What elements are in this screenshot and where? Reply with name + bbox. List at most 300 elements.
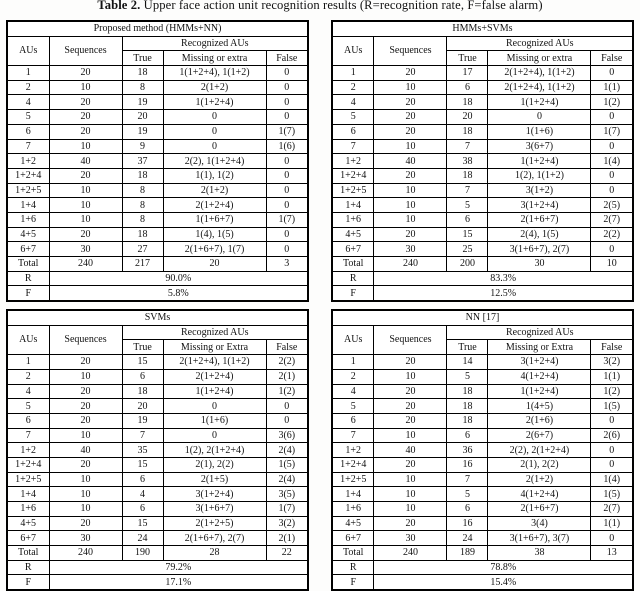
r-value: 83.3% (374, 271, 633, 286)
cell: 1+6 (7, 502, 49, 517)
cell: 7 (447, 139, 488, 154)
cell: 40 (49, 154, 122, 169)
cell: 2(7) (591, 502, 633, 517)
f-value: 15.4% (374, 575, 633, 590)
cell: 1 (7, 355, 49, 370)
cell: 0 (591, 183, 633, 198)
f-value: 12.5% (374, 286, 633, 301)
cell: 1(5) (266, 457, 308, 472)
cell: 2(1+6+7) (488, 502, 591, 517)
cell: 0 (591, 457, 633, 472)
cell: 0 (591, 168, 633, 183)
table-row (332, 443, 633, 458)
table-row (7, 384, 308, 399)
cell: 1(2), 1(1+2) (488, 168, 591, 183)
cell: 8 (122, 198, 163, 213)
cell: 36 (447, 443, 488, 458)
false-alarm-row (332, 286, 633, 301)
table-title-row (332, 21, 633, 36)
table-proposed-method (6, 20, 309, 302)
table-row (332, 80, 633, 95)
r-value: 78.8% (374, 560, 633, 575)
cell: 1(1) (591, 516, 633, 531)
cell: 10 (374, 369, 447, 384)
cell: 19 (122, 413, 163, 428)
cell: 1(4+5) (488, 399, 591, 414)
col-header-sequences: Sequences (374, 36, 447, 65)
col-header-sequences: Sequences (49, 36, 122, 65)
cell: 3(6+7) (488, 139, 591, 154)
col-header-recognized: Recognized AUs (447, 36, 633, 51)
total-row (7, 546, 308, 561)
cell: 2(4), 1(5) (488, 227, 591, 242)
cell: 2(1+6+7), 2(7) (163, 531, 266, 546)
cell: 2 (332, 369, 374, 384)
cell: 1(1+2+4) (488, 95, 591, 110)
cell: 2(1+2) (163, 80, 266, 95)
cell: 1(1+2+4) (163, 384, 266, 399)
cell: 1 (7, 66, 49, 81)
cell: 4 (332, 95, 374, 110)
table-row (7, 110, 308, 125)
cell: 1(7) (266, 212, 308, 227)
cell: 1+2+4 (332, 457, 374, 472)
cell: 1(4) (591, 154, 633, 169)
f-label: F (332, 575, 374, 590)
cell: 20 (374, 124, 447, 139)
cell: 2(4) (266, 472, 308, 487)
cell: 27 (122, 242, 163, 257)
r-label: R (332, 271, 374, 286)
table-row (7, 183, 308, 198)
cell: 2(1+6) (488, 413, 591, 428)
cell: 2(1) (266, 531, 308, 546)
cell: 20 (374, 110, 447, 125)
cell: 6 (447, 502, 488, 517)
col-header-missing: Missing or Extra (163, 340, 266, 355)
table-row (7, 212, 308, 227)
table-row (7, 154, 308, 169)
recognition-rate-row (332, 560, 633, 575)
cell: 0 (266, 399, 308, 414)
cell: 3(1+6+7) (163, 502, 266, 517)
cell: 2(2) (591, 227, 633, 242)
cell: 2(1+2+4) (163, 198, 266, 213)
cell: 10 (374, 139, 447, 154)
cell: 19 (122, 95, 163, 110)
cell: 6+7 (332, 531, 374, 546)
cell: 7 (7, 428, 49, 443)
cell: 18 (447, 399, 488, 414)
cell: 4+5 (332, 516, 374, 531)
cell: 2(5) (591, 198, 633, 213)
cell: 189 (447, 546, 488, 561)
header-row (7, 325, 308, 340)
col-header-true: True (447, 51, 488, 66)
table-row (332, 95, 633, 110)
cell: 5 (7, 110, 49, 125)
col-header-true: True (122, 51, 163, 66)
cell: 20 (374, 66, 447, 81)
cell: 1+4 (332, 198, 374, 213)
header-row (332, 325, 633, 340)
cell: 3(1+2) (488, 183, 591, 198)
cell: 1+2+4 (7, 457, 49, 472)
cell: 2(1+6+7), 1(7) (163, 242, 266, 257)
col-header-recognized: Recognized AUs (122, 36, 308, 51)
cell: 200 (447, 257, 488, 272)
col-header-recognized: Recognized AUs (122, 325, 308, 340)
cell: 0 (266, 110, 308, 125)
total-row (7, 257, 308, 272)
cell: 1(5) (591, 399, 633, 414)
f-label: F (7, 286, 49, 301)
cell: 3(5) (266, 487, 308, 502)
cell: 15 (447, 227, 488, 242)
cell: 1(1+2+4) (488, 154, 591, 169)
cell: 1+2+5 (7, 183, 49, 198)
table-row (7, 66, 308, 81)
cell: 1(1+6+7) (163, 212, 266, 227)
col-header-true: True (447, 340, 488, 355)
cell: 1+4 (332, 487, 374, 502)
cell: 24 (122, 531, 163, 546)
cell: 6 (447, 428, 488, 443)
cell: 2(1+2) (163, 183, 266, 198)
cell: 15 (122, 457, 163, 472)
cell: 2(1+2+4), 1(1+2) (488, 80, 591, 95)
cell: Total (332, 546, 374, 561)
cell: 0 (266, 183, 308, 198)
cell: 1(7) (266, 124, 308, 139)
recognition-rate-row (7, 271, 308, 286)
cell: 1(4) (591, 472, 633, 487)
cell: 0 (266, 95, 308, 110)
cell: 0 (488, 110, 591, 125)
cell: 20 (49, 124, 122, 139)
cell: 1+6 (332, 212, 374, 227)
table-row (332, 168, 633, 183)
table-row (332, 212, 633, 227)
cell: 2(4) (266, 443, 308, 458)
cell: 1+2 (7, 443, 49, 458)
cell: 30 (374, 242, 447, 257)
cell: 40 (374, 443, 447, 458)
cell: 0 (591, 413, 633, 428)
cell: 6 (332, 124, 374, 139)
cell: 20 (122, 399, 163, 414)
table-row (332, 110, 633, 125)
cell: 0 (266, 80, 308, 95)
cell: 5 (7, 399, 49, 414)
cell: 10 (374, 183, 447, 198)
table-row (332, 183, 633, 198)
cell: 10 (374, 198, 447, 213)
cell: 2(6+7) (488, 428, 591, 443)
cell: 2(1+2) (488, 472, 591, 487)
cell: 20 (374, 355, 447, 370)
cell: 20 (374, 399, 447, 414)
total-row (332, 546, 633, 561)
cell: 20 (374, 227, 447, 242)
cell: 3(1+6+7), 3(7) (488, 531, 591, 546)
cell: 1(1+2+4) (163, 95, 266, 110)
cell: 7 (332, 428, 374, 443)
cell: 0 (163, 110, 266, 125)
cell: 1(1+2+4) (488, 384, 591, 399)
cell: 0 (591, 443, 633, 458)
table-caption (0, 0, 640, 13)
cell: 3(1+2+4) (163, 487, 266, 502)
total-row (332, 257, 633, 272)
cell: 20 (374, 516, 447, 531)
cell: 1(7) (591, 124, 633, 139)
cell: 10 (49, 80, 122, 95)
cell: 6+7 (7, 242, 49, 257)
cell: 0 (163, 124, 266, 139)
cell: 18 (122, 168, 163, 183)
cell: 7 (122, 428, 163, 443)
cell: 9 (122, 139, 163, 154)
cell: 5 (447, 487, 488, 502)
cell: 2(1) (266, 369, 308, 384)
table-row (7, 124, 308, 139)
tables-grid (0, 20, 640, 591)
cell: 10 (49, 487, 122, 502)
table-row (332, 457, 633, 472)
table-row (7, 516, 308, 531)
table-svms (6, 309, 309, 591)
cell: Total (332, 257, 374, 272)
cell: 1(4), 1(5) (163, 227, 266, 242)
table-title: HMMs+SVMs (332, 21, 633, 36)
recognition-rate-row (7, 560, 308, 575)
cell: 28 (163, 546, 266, 561)
table-row (332, 413, 633, 428)
cell: 1(7) (266, 502, 308, 517)
table-nn (331, 309, 634, 591)
table-row (332, 384, 633, 399)
cell: 38 (447, 154, 488, 169)
r-value: 79.2% (49, 560, 308, 575)
cell: 1(1+6) (488, 124, 591, 139)
cell: 6 (122, 369, 163, 384)
cell: 2(1+5) (163, 472, 266, 487)
cell: 0 (266, 227, 308, 242)
cell: 38 (488, 546, 591, 561)
table-row (7, 443, 308, 458)
cell: 35 (122, 443, 163, 458)
cell: 6 (447, 212, 488, 227)
f-value: 17.1% (49, 575, 308, 590)
f-label: F (332, 286, 374, 301)
cell: Total (7, 257, 49, 272)
cell: 10 (49, 428, 122, 443)
cell: 37 (122, 154, 163, 169)
cell: 10 (49, 139, 122, 154)
table-hmms-svms (331, 20, 634, 302)
cell: 0 (266, 198, 308, 213)
cell: 1+4 (7, 198, 49, 213)
col-header-sequences: Sequences (49, 325, 122, 354)
cell: 10 (49, 472, 122, 487)
cell: 10 (591, 257, 633, 272)
cell: 4(1+2+4) (488, 487, 591, 502)
cell: 240 (49, 257, 122, 272)
table-row (332, 139, 633, 154)
table-title: Proposed method (HMMs+NN) (7, 21, 308, 36)
table-row (332, 198, 633, 213)
cell: 6 (122, 472, 163, 487)
cell: 1+2 (7, 154, 49, 169)
cell: 6 (447, 80, 488, 95)
r-label: R (7, 271, 49, 286)
cell: 20 (447, 110, 488, 125)
header-row (7, 36, 308, 51)
cell: 8 (122, 212, 163, 227)
cell: 2(1), 2(2) (163, 457, 266, 472)
cell: 20 (49, 399, 122, 414)
table-row (332, 66, 633, 81)
cell: 30 (49, 242, 122, 257)
cell: 40 (374, 154, 447, 169)
table-row (332, 516, 633, 531)
cell: 3(2) (266, 516, 308, 531)
col-header-false: False (591, 51, 633, 66)
cell: 0 (163, 139, 266, 154)
table-title-row (332, 310, 633, 325)
table-title: SVMs (7, 310, 308, 325)
cell: 6 (7, 413, 49, 428)
cell: 10 (49, 183, 122, 198)
col-header-sequences: Sequences (374, 325, 447, 354)
col-header-aus: AUs (332, 36, 374, 65)
cell: 1+6 (7, 212, 49, 227)
cell: 8 (122, 80, 163, 95)
table-row (332, 399, 633, 414)
cell: 1 (332, 66, 374, 81)
cell: 10 (49, 502, 122, 517)
table-row (7, 198, 308, 213)
table-row (7, 487, 308, 502)
table-row (7, 242, 308, 257)
cell: 1+2 (332, 154, 374, 169)
cell: 3 (266, 257, 308, 272)
cell: 1 (332, 355, 374, 370)
cell: 6 (7, 124, 49, 139)
cell: 2(2) (266, 355, 308, 370)
cell: 2(2), 1(1+2+4) (163, 154, 266, 169)
cell: 10 (374, 472, 447, 487)
cell: 2 (7, 369, 49, 384)
cell: 18 (447, 95, 488, 110)
cell: 4 (7, 95, 49, 110)
cell: 2(1+2+5) (163, 516, 266, 531)
cell: 6+7 (7, 531, 49, 546)
cell: 0 (266, 242, 308, 257)
cell: 3(6) (266, 428, 308, 443)
cell: 2(1+6+7) (488, 212, 591, 227)
cell: 20 (374, 413, 447, 428)
table-row (332, 154, 633, 169)
cell: 7 (332, 139, 374, 154)
cell: 20 (49, 355, 122, 370)
cell: 4+5 (7, 516, 49, 531)
table-row (7, 168, 308, 183)
cell: 0 (163, 399, 266, 414)
cell: 3(1+2+4) (488, 198, 591, 213)
cell: 20 (49, 384, 122, 399)
header-row (332, 36, 633, 51)
r-label: R (7, 560, 49, 575)
cell: 10 (374, 80, 447, 95)
cell: 1+2+5 (332, 183, 374, 198)
cell: 6 (122, 502, 163, 517)
cell: 5 (447, 198, 488, 213)
table-row (332, 242, 633, 257)
cell: 3(1+2+4) (488, 355, 591, 370)
cell: 2(1+2+4) (163, 369, 266, 384)
cell: 0 (591, 242, 633, 257)
cell: 5 (447, 369, 488, 384)
cell: 190 (122, 546, 163, 561)
table-row (332, 487, 633, 502)
cell: 20 (163, 257, 266, 272)
cell: 10 (49, 212, 122, 227)
cell: 20 (49, 413, 122, 428)
cell: 4(1+2+4) (488, 369, 591, 384)
cell: 13 (591, 546, 633, 561)
cell: 20 (374, 457, 447, 472)
table-row (7, 531, 308, 546)
cell: 1+2+4 (7, 168, 49, 183)
cell: 3(2) (591, 355, 633, 370)
cell: 7 (447, 183, 488, 198)
cell: 1(2) (591, 95, 633, 110)
cell: 30 (49, 531, 122, 546)
cell: 20 (49, 66, 122, 81)
r-label: R (332, 560, 374, 575)
cell: 1+6 (332, 502, 374, 517)
cell: 0 (591, 531, 633, 546)
cell: 1+2+5 (332, 472, 374, 487)
cell: 10 (374, 487, 447, 502)
cell: 217 (122, 257, 163, 272)
col-header-missing: Missing or extra (488, 51, 591, 66)
cell: 4 (332, 384, 374, 399)
cell: 2(1), 2(2) (488, 457, 591, 472)
col-header-true: True (122, 340, 163, 355)
cell: 18 (122, 384, 163, 399)
cell: 2 (332, 80, 374, 95)
table-row (332, 472, 633, 487)
cell: 1(2) (591, 384, 633, 399)
cell: 1(1), 1(2) (163, 168, 266, 183)
cell: 240 (374, 546, 447, 561)
cell: 18 (447, 413, 488, 428)
table-row (332, 355, 633, 370)
cell: 0 (591, 139, 633, 154)
table-row (332, 124, 633, 139)
cell: 7 (447, 472, 488, 487)
cell: 1(1+6) (163, 413, 266, 428)
cell: 2(2), 2(1+2+4) (488, 443, 591, 458)
r-value: 90.0% (49, 271, 308, 286)
col-header-false: False (591, 340, 633, 355)
cell: 20 (49, 110, 122, 125)
cell: 240 (49, 546, 122, 561)
cell: 15 (122, 355, 163, 370)
